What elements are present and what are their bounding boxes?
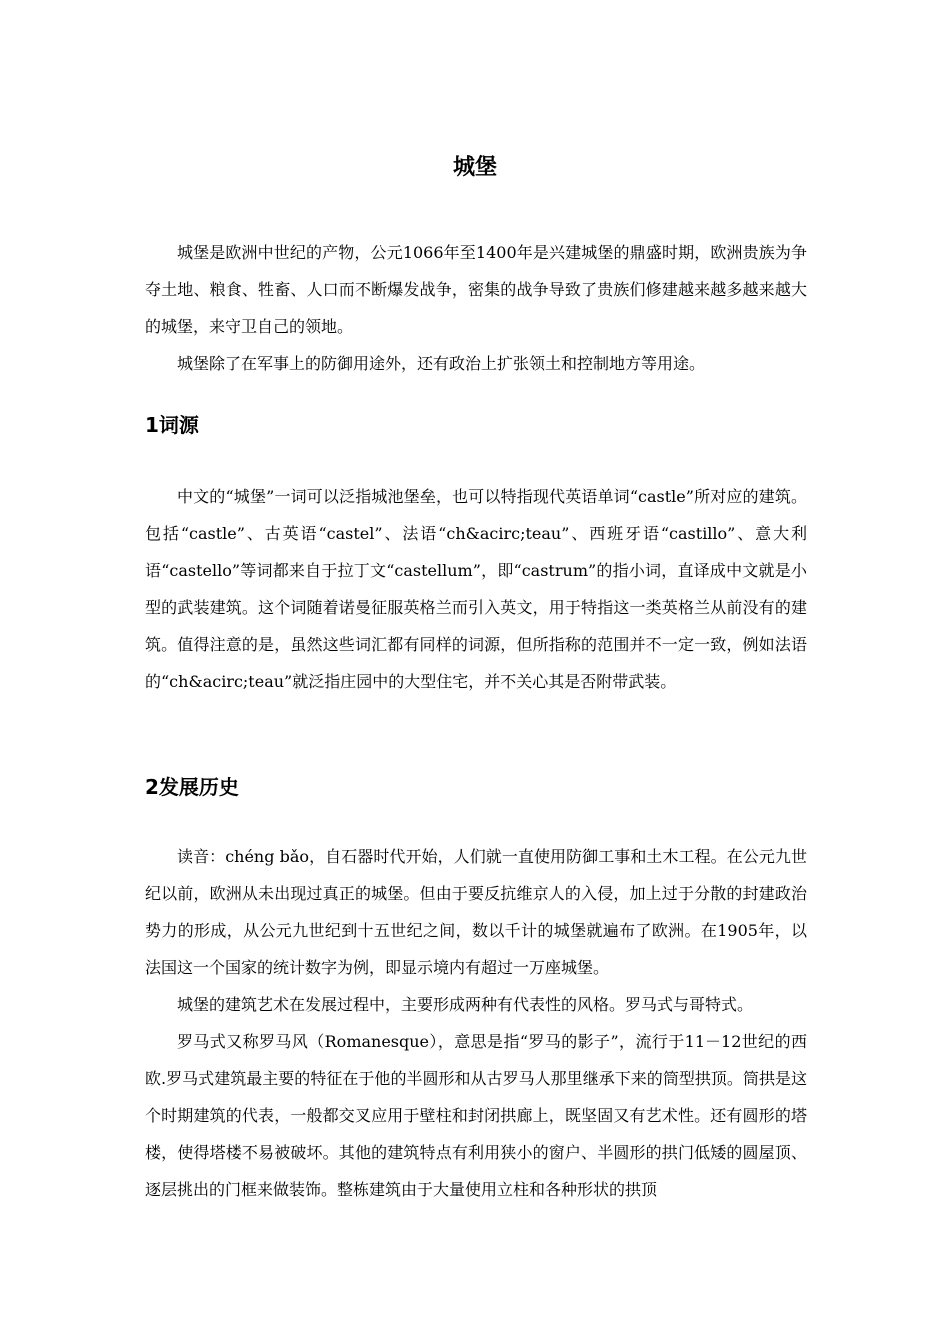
history-paragraph-1: 读音：chéng bǎo，自石器时代开始，人们就一直使用防御工事和土木工程。在公元九世纪以前，欧洲从未出现过真正的城堡。但由于要反抗维京人的入侵，加上过于分散的封建政治势力的形成，从公元九世纪到十五世纪之间，数以千计的城堡就遍布了欧洲。在1905年，以法国这一个国家的统计数字为例，即显示境内有超过一万座城堡。 [145, 847, 807, 977]
page-title: 城堡 [452, 155, 497, 180]
intro-paragraph-2: 城堡除了在军事上的防御用途外，还有政治上扩张领土和控制地方等用途。 [177, 354, 706, 373]
section-etymology [145, 478, 807, 700]
section-history [145, 838, 807, 1208]
section-heading-history: 2发展历史 [145, 775, 239, 799]
history-paragraph-3: 罗马式又称罗马风（Romanesque），意思是指“罗马的影子”，流行于11－12世纪的西欧.罗马式建筑最主要的特征在于他的半圆形和从古罗马人那里继承下来的筒型拱顶。筒拱是这个时期建筑的代表，一般都交叉应用于壁柱和封闭拱廊上，既坚固又有艺术性。还有圆形的塔楼，使得塔楼不易被破坏。其他的建筑特点有利用狭小的窗户、半圆形的拱门低矮的圆屋顶、逐层挑出的门框来做装饰。整栋建筑由于大量使用立柱和各种形状的拱顶 [145, 1032, 807, 1199]
intro-section [145, 234, 807, 382]
history-paragraph-2: 城堡的建筑艺术在发展过程中，主要形成两种有代表性的风格。罗马式与哥特式。 [177, 995, 754, 1014]
section-heading-etymology: 1词源 [145, 413, 199, 437]
etymology-paragraph-1: 中文的“城堡”一词可以泛指城池堡垒，也可以特指现代英语单词“castle”所对应的建筑。包括“castle”、古英语“castel”、法语“ch&acirc;teau”、西班牙语“castillo”、意大利语“castello”等词都来自于拉丁文“castellum”，即“castrum”的指小词，直译成中文就是小型的武装建筑。这个词随着诺曼征服英格兰而引入英文，用于特指这一类英格兰从前没有的建筑。值得注意的是，虽然这些词汇都有同样的词源，但所指称的范围并不一定一致，例如法语的“ch&acirc;teau”就泛指庄园中的大型住宅，并不关心其是否附带武装。 [145, 487, 807, 691]
intro-paragraph-1: 城堡是欧洲中世纪的产物，公元1066年至1400年是兴建城堡的鼎盛时期，欧洲贵族为争夺土地、粮食、牲畜、人口而不断爆发战争，密集的战争导致了贵族们修建越来越多越来越大的城堡，来守卫自己的领地。 [145, 243, 807, 336]
